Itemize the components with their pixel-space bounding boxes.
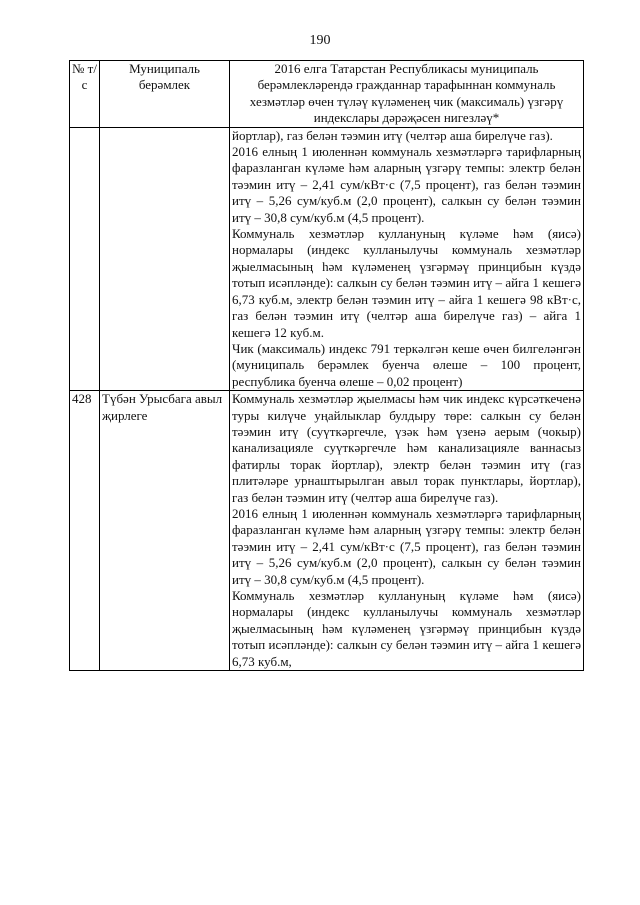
page-number: 190 <box>309 33 331 48</box>
row-municipality <box>100 127 230 391</box>
table-header-row <box>70 61 584 128</box>
header-number: № т/с <box>70 61 100 128</box>
description-paragraph: 2016 елның 1 июленнән коммуналь хезмәтләргә тарифларның фаразланган күләме һәм аларның үзгәрү темпы: электр белән тәэмин итү – 2,41 сум/кВт·с (7,5 процент), газ белән тәэмин итү – 5,26 сум/куб.м (2,0 процент), салкын су белән тәэмин итү – 30,8 сум/куб.м (4,5 процент). <box>232 505 581 587</box>
row-number: 428 <box>70 391 100 671</box>
description-paragraph: Чик (максималь) индекс 791 теркәлгән кеше өчен билгеләнгән (муниципаль берәмлек буенча өлеше – 100 процент, республика буенча өлеше – 0,02 процент) <box>232 340 581 389</box>
description-paragraph: Коммуналь хезмәтләр куллануның күләме һәм (яисә) нормалары (индекс кулланылучы коммуналь хезмәтләр җыелмасының һәм күләменең үзгәрмәү принцибын күздә тотып исәпләнде): салкын су белән тәэмин итү – айга 1 кешегә 6,73 куб.м, <box>232 588 581 669</box>
row-number <box>70 127 100 391</box>
table-row <box>70 391 584 671</box>
description-paragraph: 2016 елның 1 июленнән коммуналь хезмәтләргә тарифларның фаразланган күләме һәм аларның үзгәрү темпы: электр белән тәэмин итү – 2,41 сум/кВт·с (7,5 процент), газ белән тәэмин итү – 5,26 сум/куб.м (2,0 процент), салкын су белән тәэмин итү – 30,8 сум/куб.м (4,5 процент). <box>232 144 581 225</box>
row-description <box>230 391 584 671</box>
header-municipality: Муниципаль берәмлек <box>100 61 230 128</box>
header-description: 2016 елга Татарстан Республикасы муниципаль берәмлекләрендә гражданнар тарафыннан коммуналь хезмәтләр өчен түләү күләменең чик (максималь) үзгәрү индекслары дәрәҗәсен нигезләү* <box>230 61 584 128</box>
row-municipality: Түбән Урысбага авыл җирлеге <box>100 391 230 671</box>
description-paragraph: Коммуналь хезмәтләр җыелмасы һәм чик индекс күрсәткеченә туры килүче уңайлыклар булдыру төре: салкын су белән тәэмин итү (суүткәргечле, үзәк һәм үзенә аерым (чокыр) канализацияле суүткәргечле һәм канализацияле ваннасыз фатирлы торак йортлар), электр белән тәэмин итү (газ плитәләре урнаштырылган авыл торак пунктлары, йортлар), газ белән тәэмин итү (челтәр аша бирелүче газ). <box>232 391 581 505</box>
description-paragraph: йортлар), газ белән тәэмин итү (челтәр аша бирелүче газ). <box>232 127 553 143</box>
table-row <box>70 127 584 391</box>
utility-index-table <box>69 60 584 671</box>
description-paragraph: Коммуналь хезмәтләр куллануның күләме һәм (яисә) нормалары (индекс кулланылучы коммуналь хезмәтләр җыелмасының һәм күләменең үзгәрмәү принцибын күздә тотып исәпләнде): салкын су белән тәэмин итү – айга 1 кешегә 6,73 куб.м, электр белән тәэмин итү – айга 1 кешегә 98 кВт·с, газ белән тәэмин итү (челтәр аша бирелүче газ) – айга 1 кешегә 12 куб.м. <box>232 226 581 340</box>
table-body <box>70 127 584 670</box>
row-description <box>230 127 584 391</box>
